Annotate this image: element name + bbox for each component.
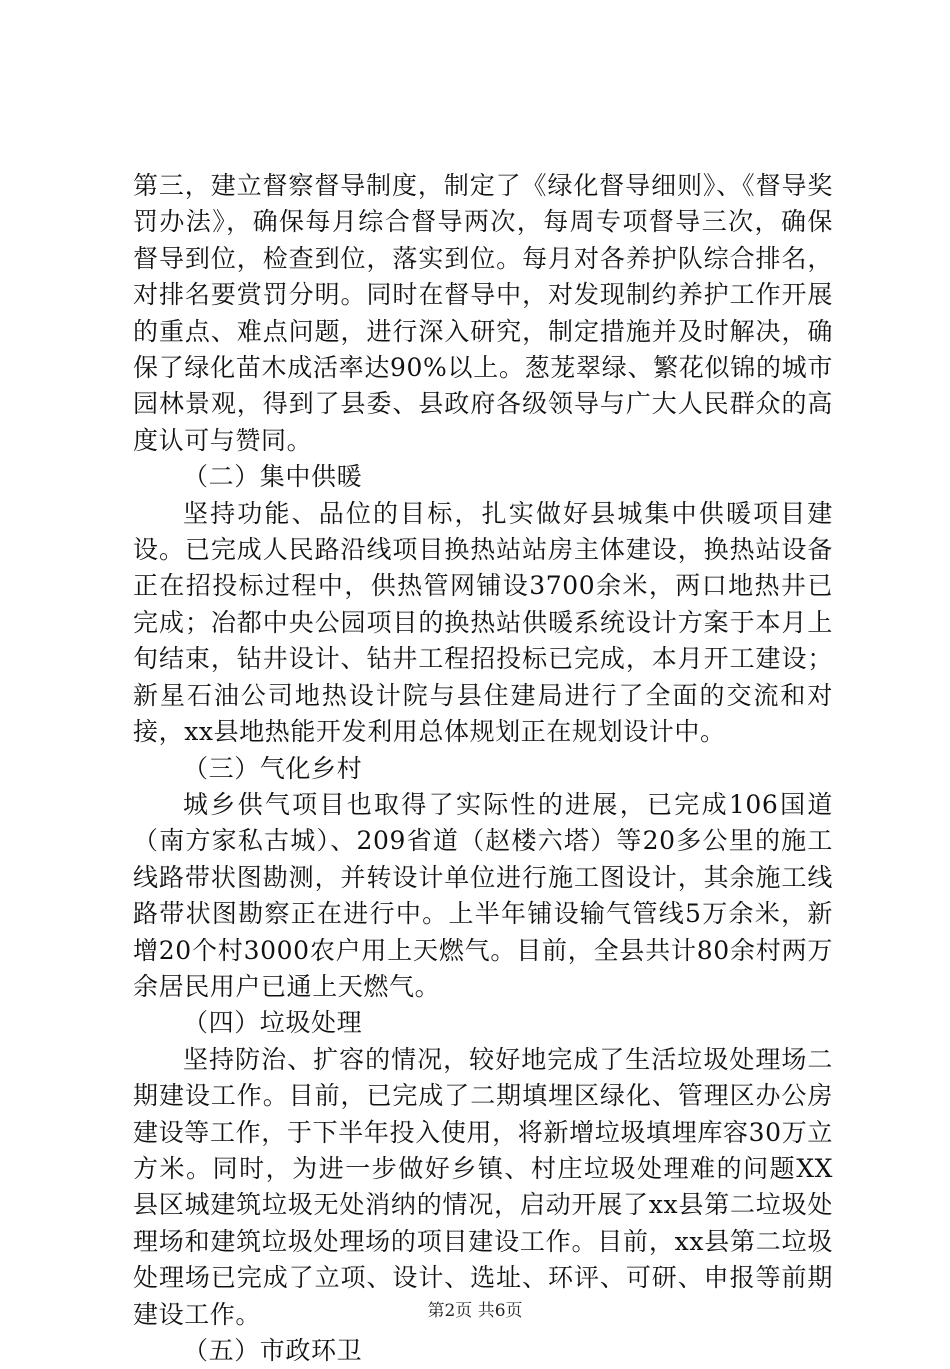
paragraph-supervision: 第三，建立督察督导制度，制定了《绿化督导细则》、《督导奖罚办法》，确保每月综合督导两次，每周专项督导三次，确保督导到位，检查到位，落实到位。每月对各养护队综合排名，对排名要赏罚分明。同时在督导中，对发现制约养护工作开展的重点、难点问题，进行深入研究，制定措施并及时解决，确保了绿化苗木成活率达90%以上。葱茏翠绿、繁花似锦的城市园林景观，得到了县委、县政府各级领导与广大人民群众的高度认可与赞同。 bbox=[133, 171, 833, 455]
paragraph-heating: 坚持功能、品位的目标，扎实做好县城集中供暖项目建设。已完成人民路沿线项目换热站站房主体建设，换热站设备正在招投标过程中，供热管网铺设3700余米，两口地热井已完成；冶都中央公园项目的换热站供暖系统设计方案于本月上旬结束，钻井设计、钻井工程招投标已完成，本月开工建设；新星石油公司地热设计院与县住建局进行了全面的交流和对接，xx县地热能开发利用总体规划正在规划设计中。 bbox=[133, 498, 833, 747]
section-heading-municipal: （五）市政环卫 bbox=[183, 1336, 363, 1365]
section-heading-heating: （二）集中供暖 bbox=[183, 462, 363, 492]
page-number: 第2页 共6页 bbox=[427, 1301, 523, 1321]
page-footer bbox=[0, 1296, 950, 1321]
document-body bbox=[133, 168, 833, 1369]
section-heading-gas: （三）气化乡村 bbox=[183, 753, 363, 783]
paragraph-garbage: 坚持防治、扩容的情况，较好地完成了生活垃圾处理场二期建设工作。目前，已完成了二期填埋区绿化、管理区办公房建设等工作，于下半年投入使用，将新增垃圾填埋库容30万立方米。同时，为进一步做好乡镇、村庄垃圾处理难的问题XX县区城建筑垃圾无处消纳的情况，启动开展了xx县第二垃圾处理场和建筑垃圾处理场的项目建设工作。目前，xx县第二垃圾处理场已完成了立项、设计、选址、环评、可研、申报等前期建设工作。 bbox=[133, 1044, 833, 1329]
paragraph-gas: 城乡供气项目也取得了实际性的进展，已完成106国道（南方家私古城）、209省道（赵楼六塔）等20多公里的施工线路带状图勘测，并转设计单位进行施工图设计，其余施工线路带状图勘察正在进行中。上半年铺设输气管线5万余米，新增20个村3000农户用上天燃气。目前，全县共计80余村两万余居民用户已通上天燃气。 bbox=[133, 789, 833, 1001]
section-heading-garbage: （四）垃圾处理 bbox=[183, 1008, 363, 1038]
